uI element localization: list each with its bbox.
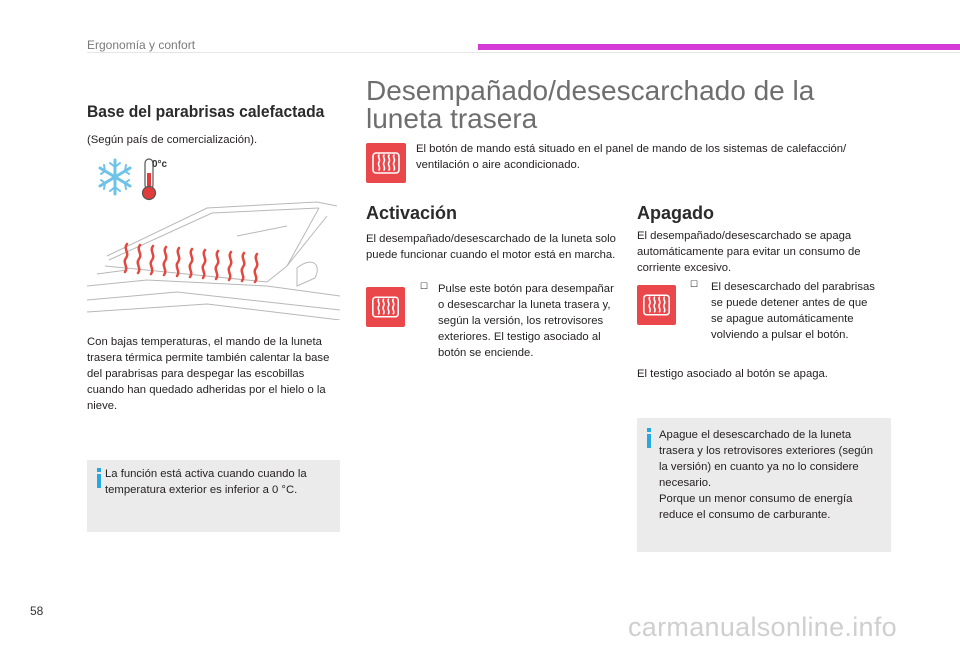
temperature-label: 0°c [152, 159, 168, 170]
control-location-text: El botón de mando está situado en el panel de mando de los sistemas de calefacción/ ventilación o aire acondicionado. [416, 143, 847, 171]
activation-bullet [420, 281, 615, 361]
activation-text: El desempañado/desescarchado de la luneta solo puede funcionar cuando el motor está en marcha. [366, 233, 616, 261]
heated-windscreen-description: Con bajas temperaturas, el mando de la luneta trasera térmica permite también calentar la base del parabrisas para despegar las escobillas cuando han quedado adheridas por el hielo o la nieve. [87, 336, 330, 412]
page-number: 58 [30, 604, 44, 618]
note-accent-icon [647, 428, 651, 450]
rear-defrost-icon [366, 287, 405, 327]
snowflake-icon [96, 158, 134, 196]
info-note-left [87, 460, 340, 532]
windscreen-illustration [87, 196, 340, 320]
heated-windscreen-heading: Base del parabrisas calefactada [87, 102, 325, 121]
off-button-illustration [637, 285, 676, 325]
off-after-text: El testigo asociado al botón se apaga. [637, 368, 828, 380]
off-bullet-text: El desescarchado del parabrisas se puede detener antes de que se apague automáticamente volviendo a pulsar el botón. [711, 281, 875, 341]
off-bullet [690, 279, 885, 343]
activation-heading: Activación [366, 203, 458, 223]
bullet-checkbox-icon: ☐ [420, 281, 429, 291]
rear-demist-button-illustration [366, 143, 406, 183]
section-accent-bar [478, 44, 960, 50]
off-heading: Apagado [637, 203, 715, 223]
bullet-checkbox-icon: ☐ [690, 279, 699, 289]
energy-saving-note: Apague el desescarchado de la luneta trasera y los retrovisores exteriores (según la versión) en cuanto ya no lo considere necesario. Porque un menor consumo de energía reduce el consumo de carburante. [659, 429, 874, 521]
header-divider [87, 52, 960, 53]
rear-defrost-icon [366, 143, 406, 183]
section-header-title: Ergonomía y confort [87, 38, 196, 52]
rear-screen-demist-heading: Desempañado/desescarchado de la luneta trasera [366, 75, 815, 134]
info-note-text: La función está activa cuando cuando la temperatura exterior es inferior a 0 °C. [105, 468, 307, 496]
info-note-right [637, 418, 891, 552]
note-accent-icon [97, 468, 101, 490]
activation-bullet-text: Pulse este botón para desempañar o desescarchar la luneta trasera y, según la versión, los retrovisores exteriores. El testigo asociado al botón se enciende. [438, 283, 614, 359]
activation-button-illustration [366, 287, 405, 327]
rear-defrost-icon [637, 285, 676, 325]
market-note: (Según país de comercialización). [87, 134, 258, 146]
off-text: El desempañado/desescarchado se apaga automáticamente para evitar un consumo de corriente excesivo. [637, 230, 861, 274]
watermark-text: carmanualsonline.info [628, 612, 897, 642]
